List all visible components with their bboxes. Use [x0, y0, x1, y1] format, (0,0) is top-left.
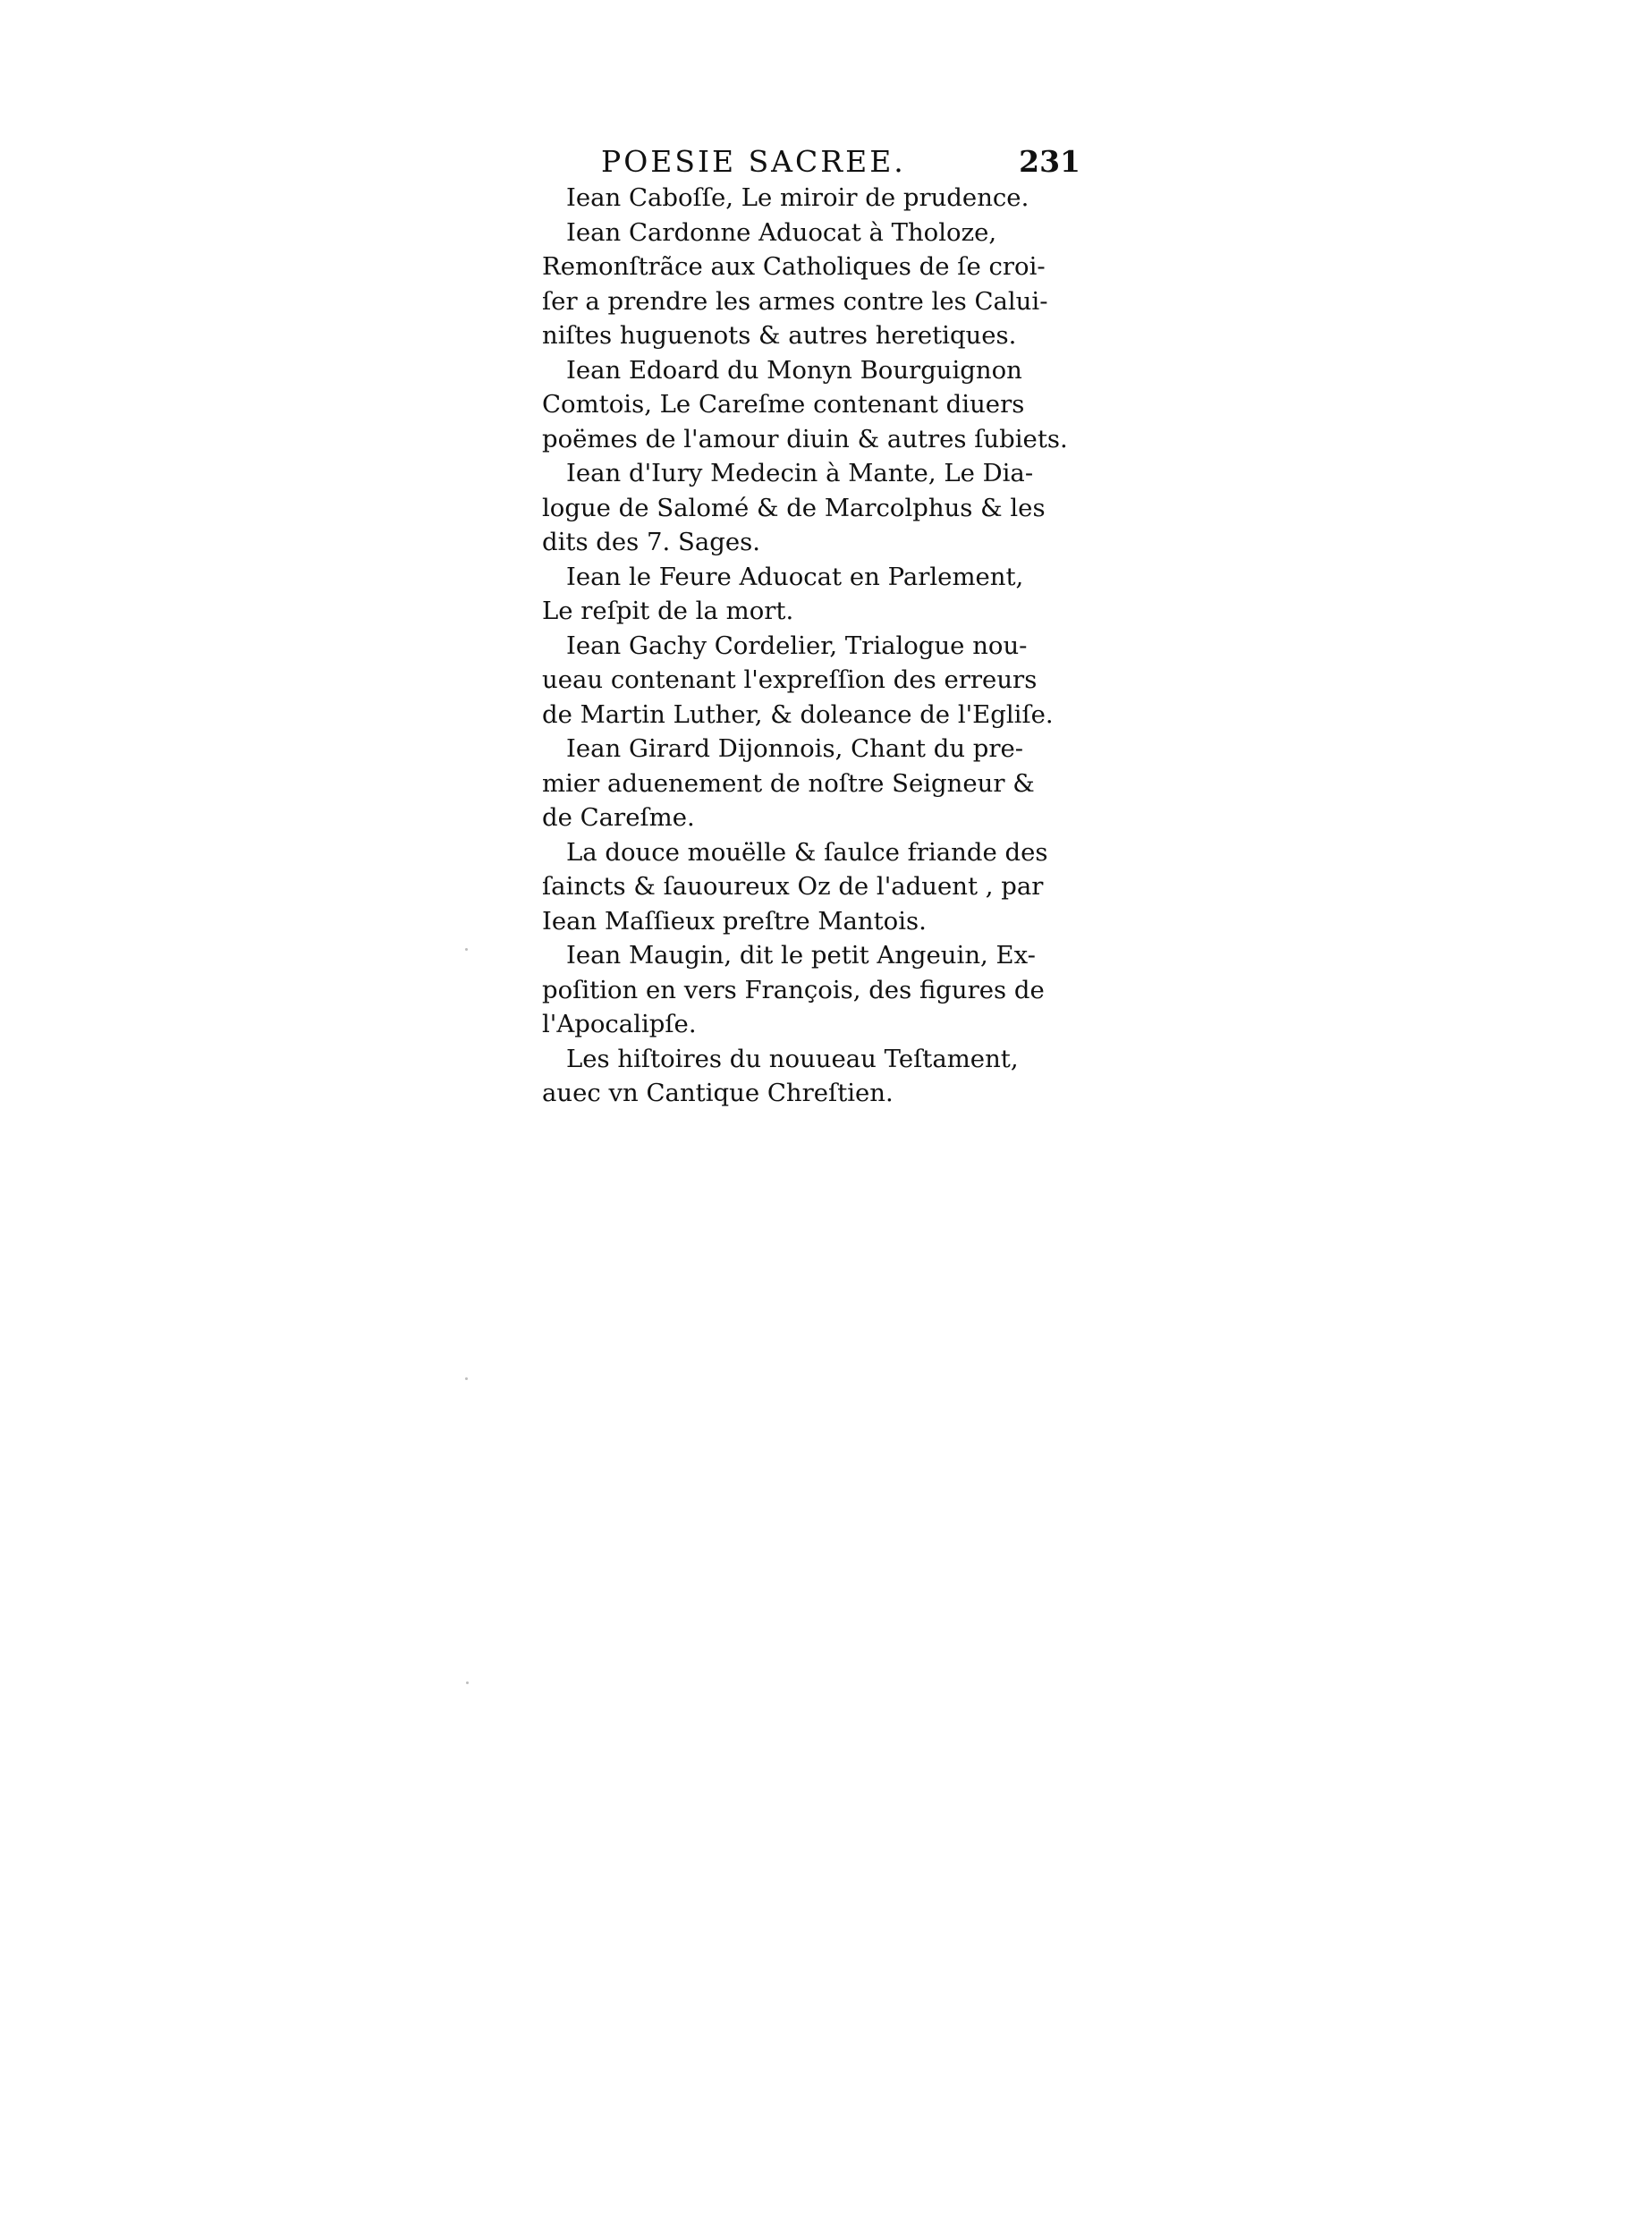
text-line: de Martin Luther, & doleance de l'Egliſe. [542, 699, 1054, 729]
text-line: dits des 7. Sages. [542, 528, 760, 556]
text-line: Les hiſtoires du nouueau Teſtament, [566, 1044, 1019, 1073]
text-line: Remonſtrãce aux Catholiques de ſe croi- [542, 252, 1046, 281]
text-line: Iean d'Iury Medecin à Mante, Le Dia- [566, 459, 1034, 487]
text-line: poſition en vers François, des figures de [542, 975, 1045, 1004]
text-line: ſaincts & ſauoureux Oz de l'aduent , par [542, 872, 1044, 901]
text-line: La douce mouëlle & ſaulce friande des [566, 837, 1048, 867]
text-line: Iean Maugin, dit le petit Angeuin, Ex- [566, 941, 1036, 970]
text-line: logue de Salomé & de Marcolphus & les [542, 493, 1046, 522]
text-line: mier aduenement de noſtre Seigneur & [542, 768, 1035, 798]
text-line: Comtois, Le Careſme contenant diuers [542, 390, 1025, 419]
text-line: ſer a prendre les armes contre les Calui- [542, 286, 1048, 316]
text-line: Iean Maſſieux preſtre Mantois. [542, 906, 927, 936]
text-block [535, 143, 1080, 1111]
left-margin-speck [465, 948, 468, 951]
text-line: niſtes huguenots & autres heretiques. [542, 321, 1017, 350]
text-line: de Careſme. [542, 803, 695, 832]
entry-list [535, 181, 1080, 1111]
text-line: Iean Edoard du Monyn Bourguignon [566, 355, 1022, 385]
text-line: ueau contenant l'expreſſion des erreurs [542, 665, 1038, 694]
text-line: Iean le Feure Aduocat en Parlement, [566, 562, 1024, 591]
text-line: Iean Cardonne Aduocat à Tholoze, [566, 217, 997, 247]
text-line: poëmes de l'amour diuin & autres ſubiets. [542, 424, 1068, 453]
running-head [535, 143, 1080, 181]
text-line: l'Apocalipſe. [542, 1010, 697, 1038]
left-margin-speck [466, 1681, 469, 1684]
text-line: Iean Girard Dijonnois, Chant du pre- [566, 734, 1024, 763]
running-title: POESIE SACREE. [601, 144, 906, 179]
text-line: Iean Gachy Cordelier, Trialogue nou- [566, 631, 1028, 660]
text-line: Le reſpit de la mort. [542, 597, 794, 625]
left-margin-speck [465, 1377, 468, 1380]
text-line: auec vn Cantique Chreſtien. [542, 1079, 894, 1107]
text-line: Iean Caboſſe, Le miroir de prudence. [566, 183, 1029, 212]
page-number: 231 [1019, 144, 1080, 179]
